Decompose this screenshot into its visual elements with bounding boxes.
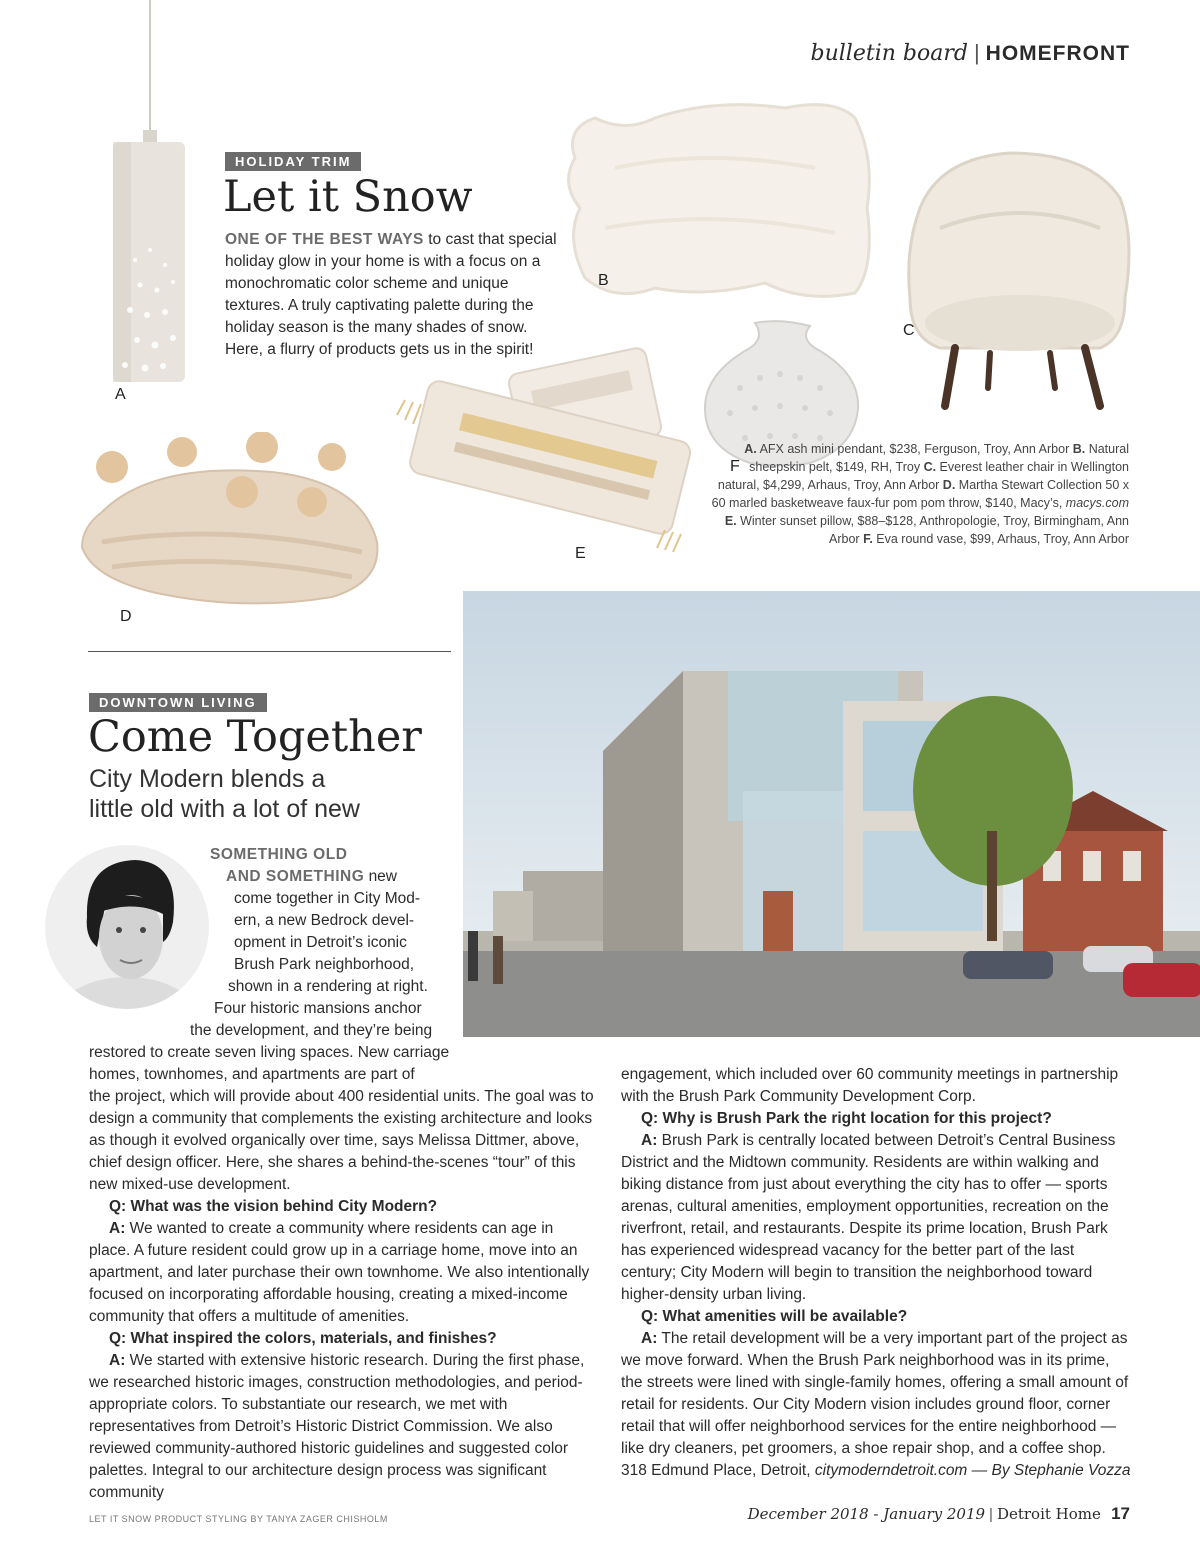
answer-2: A: We started with extensive historic research. During the first phase, we researched historic images, construction methodologies, and period-appropriate colors. To substantiate our research, we met with representatives from Detroit’s Historic District Commission. We also reviewed community-authored historic guidelines and suggested color palettes. Integral to our architecture design process was significant community [89,1352,585,1501]
answer-1: A: We wanted to create a community where residents can age in place. A future resident could grow up in a carriage home, move into an apartment, and later purchase their own townhome. We also intentionally focused on incorporating affordable housing, creating a mixed-income community that offers a multitude of amenities. [89,1220,590,1325]
headline-let-it-snow: Let it Snow [223,172,473,222]
intro-wrap-line: opment in Detroit’s iconic [234,934,407,951]
issue-date: December 2018 - January 2019 [747,1505,986,1523]
snow-lead-in: ONE OF THE BEST WAYS [225,231,424,248]
running-header: bulletin board | HOMEFRONT [810,40,1130,66]
melissa-dittmer-portrait [45,842,210,1017]
product-letter-c: C [903,322,915,339]
question-4: Q: What amenities will be available? [641,1308,908,1325]
byline: — By Stephanie Vozza [971,1462,1131,1479]
intro-wrap-line: homes, townhomes, and apartments are part of [89,1066,415,1083]
intro-wrap-line: the development, and they’re being [190,1022,433,1039]
intro-wrap-line: come together in City Mod- [234,890,421,907]
answer-4: A: The retail development will be a very important part of the project as we move forward. When the Brush Park neighborhood was in its prime, the streets were lined with single-family homes, offering a small amount of retail for residents. Our City Modern vision includes ground floor, corner retail that will offer neighborhood services for the entire neighborhood — like dry cleaners, pet groomers, a shoe repair shop, and a coffee shop. 318 Edmund Place, Detroit, citymoderndetroit.com — By Stephanie Vozza [621,1330,1131,1479]
intro-wrap-line: restored to create seven living spaces. New carriage [89,1044,450,1061]
city-modern-rendering-image [463,591,1200,1037]
product-letter-f: F [730,458,740,475]
snow-body: to cast that special holiday glow in your home is with a focus on a monochromatic color scheme and unique textures. A truly captivating palette during the holiday season is the many shades of snow. Here, a flurry of products gets us in the spirit! [225,231,557,358]
intro-lead-line-1: SOMETHING OLD [210,846,348,863]
intro-lead-line-2: AND SOMETHING new [226,868,397,885]
intro-wrap-line: shown in a rendering at right. [228,978,428,995]
question-2: Q: What inspired the colors, materials, and finishes? [109,1330,497,1347]
pendant-lamp-image [95,0,205,390]
answer-3: A: Brush Park is centrally located between Detroit’s Central Business District and the Midtown community. Residents are within walking and biking distance from just about everything the city has to offer — sports arenas, cultural amenities, employment opportunities, recreation on the riverfront, retail, and restaurants. Despite its prime location, Brush Park has experienced widespread vacancy for the better part of the last century; City Modern will begin to transition the neighborhood toward higher-density urban living. [621,1132,1116,1303]
section-divider [88,651,451,652]
pom-pom-throw-image [72,432,402,612]
product-letter-e: E [575,545,586,562]
article-column-2 [621,1064,1131,1482]
magazine-section: HOMEFRONT [985,42,1130,65]
folio: December 2018 - January 2019 | Detroit Home 17 [747,1504,1130,1523]
intro-wrap-line: ern, a new Bedrock devel- [234,912,415,929]
article-column-1 [89,1086,597,1504]
website-link: citymoderndetroit.com [814,1462,968,1479]
section-tag-holiday-trim: HOLIDAY TRIM [225,152,361,171]
product-letter-d: D [120,608,132,625]
product-letter-b: B [598,272,609,289]
section-name: bulletin board [810,41,968,66]
product-credits: A. AFX ash mini pendant, $238, Ferguson, Troy, Ann Arbor B. Natural sheepskin pelt, $149, RH, Troy C. Everest leather chair in Wellington natural, $4,299, Arhaus, Troy, Ann Arbor D. Martha Stewart Collection 50 x 60 marled basketweave faux-fur pom pom throw, $140, Macy’s, macys.com E. Winter sunset pillow, $88–$128, Anthropologie, Troy, Birmingham, Ann Arbor F. Eva round vase, $99, Arhaus, Troy, Ann Arbor [711,442,1129,546]
intro-wrap-line: Brush Park neighborhood, [234,956,415,973]
boucle-chair-image [900,148,1140,410]
question-1: Q: What was the vision behind City Modern? [109,1198,438,1215]
magazine-name: Detroit Home [996,1505,1101,1523]
winter-pillows-image [395,340,695,555]
headline-come-together: Come Together [88,712,422,762]
subheadline: City Modern blends a little old with a lot of new [89,765,360,823]
styling-credit: LET IT SNOW PRODUCT STYLING BY TANYA ZAGER CHISHOLM [89,1514,388,1524]
page-number: 17 [1111,1504,1130,1523]
product-letter-a: A [115,386,126,403]
question-3: Q: Why is Brush Park the right location for this project? [641,1110,1052,1127]
answer-2-end: engagement, which included over 60 community meetings in partnership with the Brush Park Community Development Corp. [621,1066,1119,1105]
intro-paragraph-end: the project, which will provide about 400 residential units. The goal was to design a community that complements the existing architecture and looks as though it evolved organically over time, says Melissa Dittmer, above, chief design officer. Here, she shares a behind-the-scenes “tour” of this new mixed-use development. [89,1088,594,1193]
snow-intro [225,229,560,361]
intro-wrap-line: Four historic mansions anchor [214,1000,422,1017]
section-tag-downtown-living: DOWNTOWN LIVING [89,693,267,712]
